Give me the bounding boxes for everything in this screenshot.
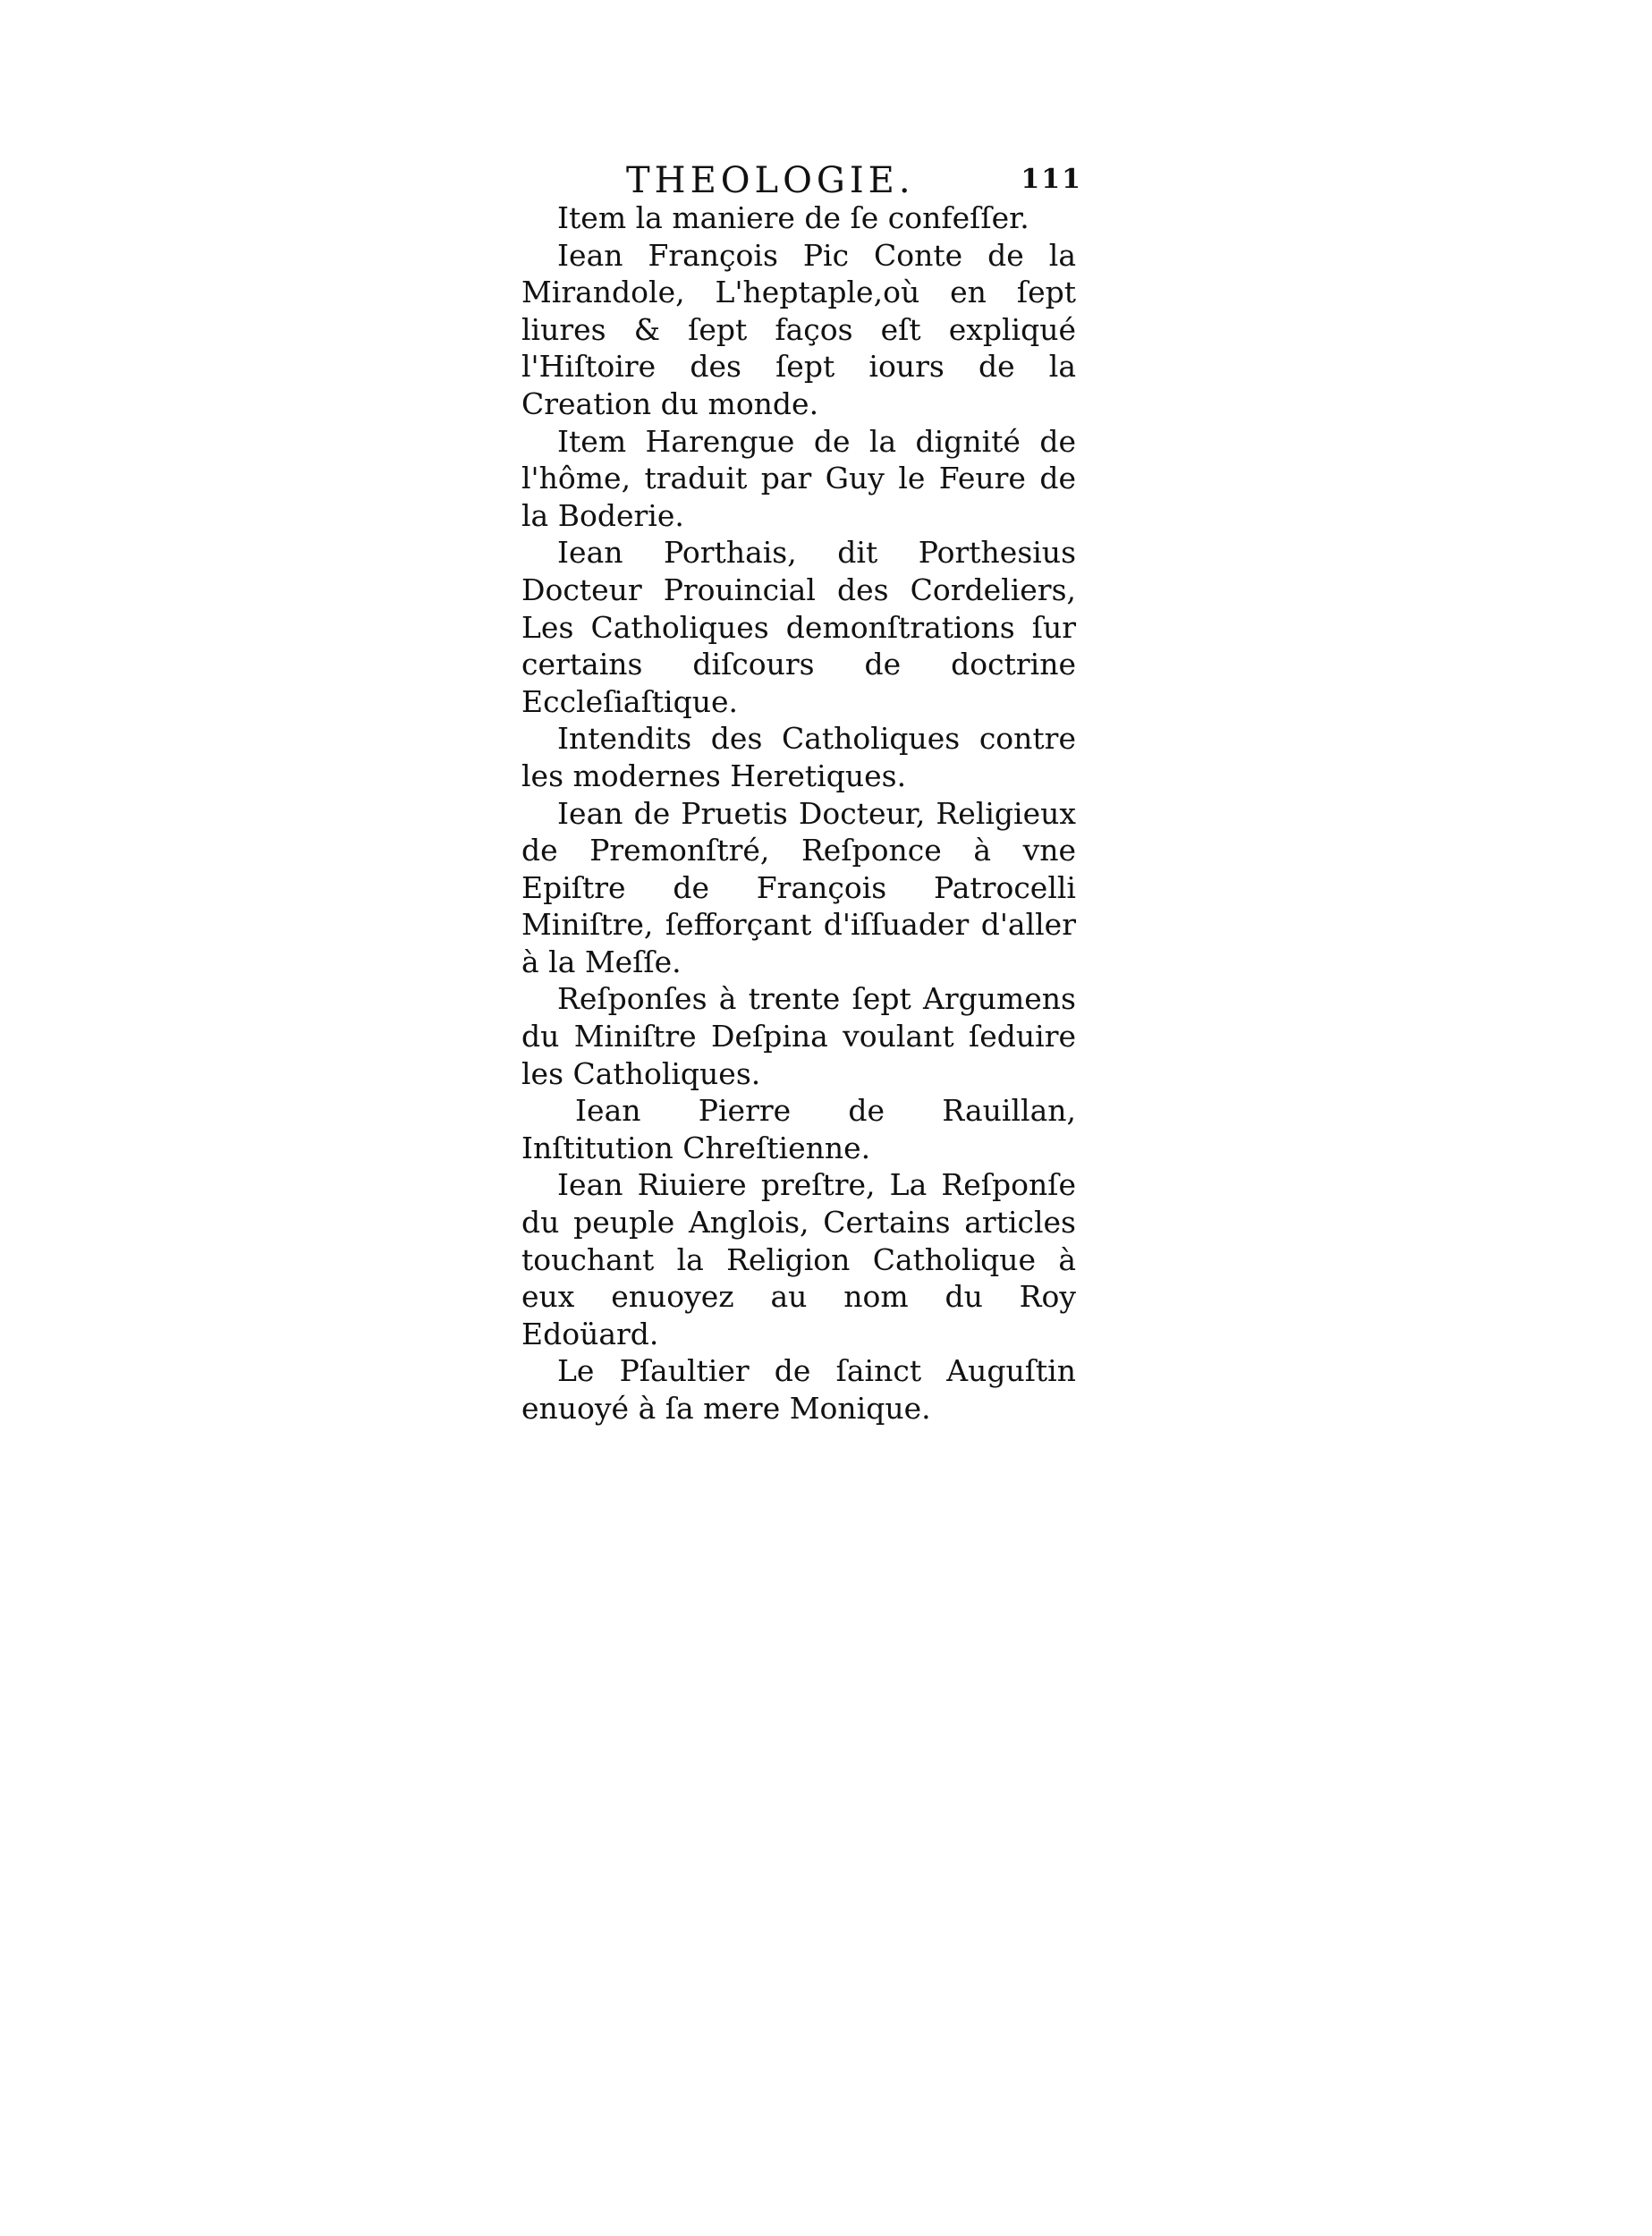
bibliography-list [521,199,1076,1427]
bibliography-entry: Item la maniere de ſe confeſſer. [557,200,1029,235]
bibliography-entry: Iean de Pruetis Docteur, Religieux de Premonſtré, Reſponce à vne Epiſtre de François Patrocelli Miniſtre, ſefforçant d'iſſuader d'aller à la Meſſe. [521,795,1076,979]
bibliography-entry: Item Harengue de la dignité de l'hôme, traduit par Guy le Feure de la Boderie. [521,423,1076,533]
bibliography-entry: Iean Pierre de Rauillan, Inſtitution Chreſtienne. [521,1093,1076,1165]
bibliography-entry: Iean François Pic Conte de la Mirandole, L'heptaple,où en ſept liures & ſept faços eſt expliqué l'Hiſtoire des ſept iours de la Creation du monde. [521,237,1076,421]
bibliography-entry: Iean Riuiere preſtre, La Reſponſe du peuple Anglois, Certains articles touchant la Religion Catholique à eux enuoyez au nom du Roy Edoüard. [521,1167,1076,1351]
bibliography-entry: Iean Porthais, dit Porthesius Docteur Prouincial des Cordeliers, Les Catholiques demonſtrations ſur certains diſcours de doctrine Eccleſiaſtique. [521,535,1076,719]
bibliography-entry: Intendits des Catholiques contre les modernes Heretiques. [521,721,1076,793]
page-title: THEOLOGIE. [626,160,915,201]
bibliography-entry: Reſponſes à trente ſept Argumens du Miniſtre Deſpina voulant ſeduire les Catholiques. [521,981,1076,1091]
bibliography-entry: Le Pſaultier de ſainct Auguſtin enuoyé à ſa mere Monique. [521,1353,1076,1426]
page-number: 111 [1021,164,1082,195]
